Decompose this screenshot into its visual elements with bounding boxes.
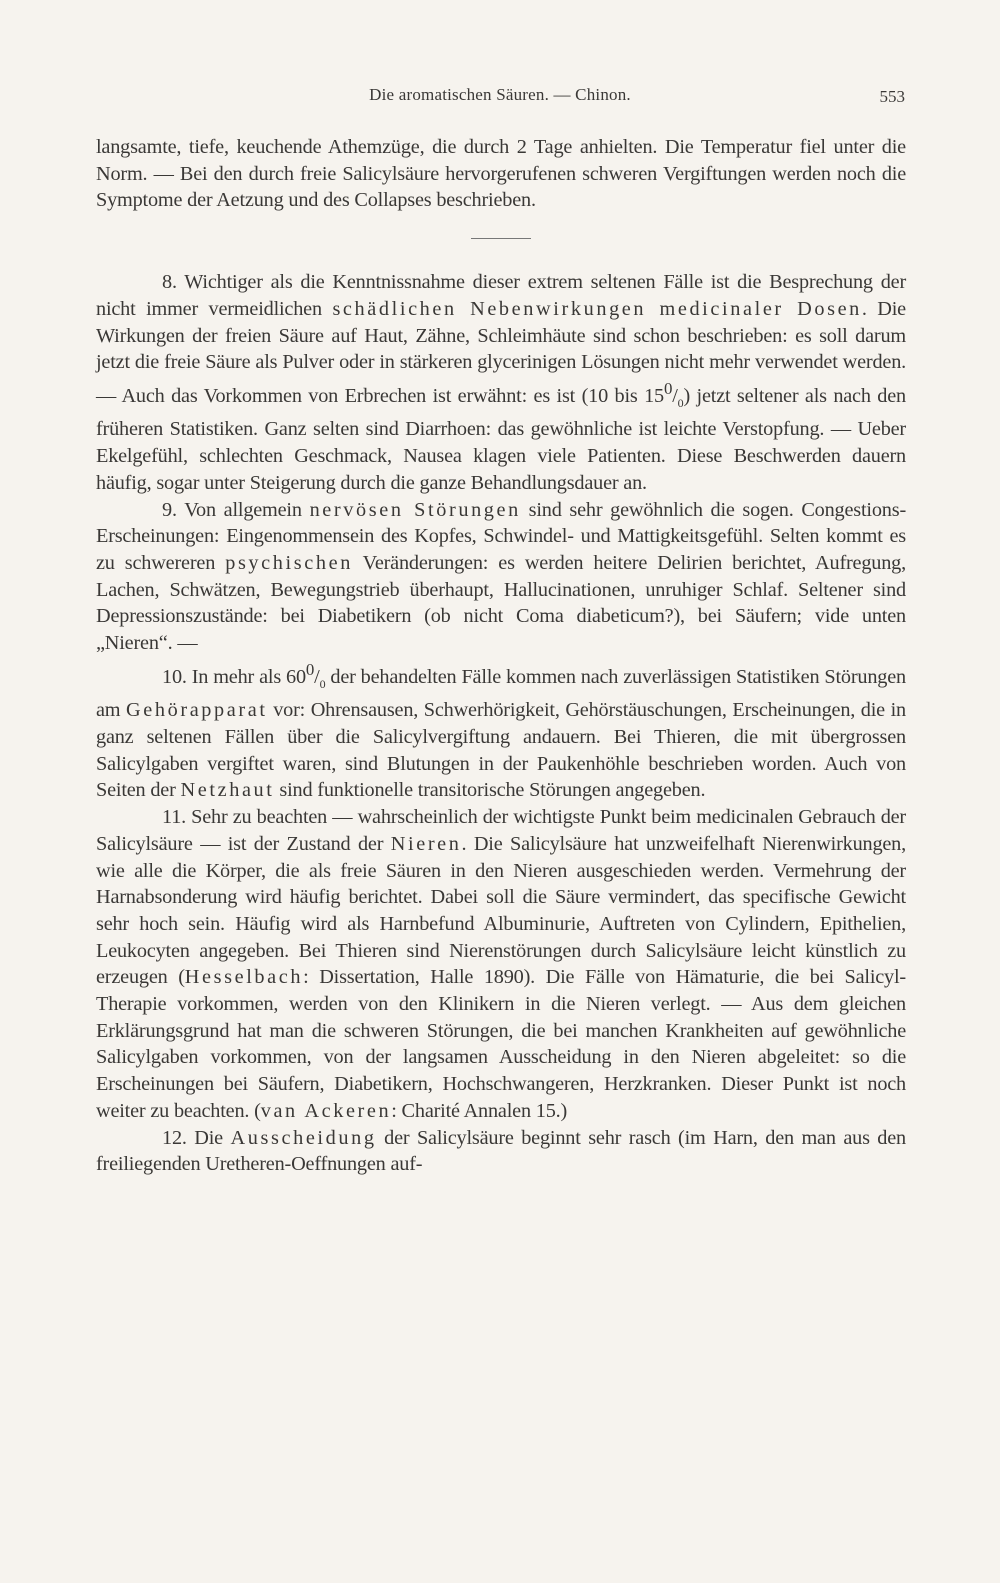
emphasis-text: van Ackeren <box>260 1099 392 1122</box>
percent-slash: / <box>672 384 678 407</box>
paragraph-9 <box>96 497 906 657</box>
emphasis-text: Ausscheidung <box>230 1126 377 1149</box>
text-run: langsamte, tiefe, keuchende Athemzüge, die durch 2 Tage anhielten. Die Temperatur fiel unter die Norm. — Bei den durch freie Salicylsäure hervorgerufenen schweren Vergiftungen werden noch die Symptome der Aetzung und des Collapses beschrieben. <box>96 136 906 212</box>
text-run: der Salicylsäure beginnt sehr rasch (im Harn, den man aus den freiliegenden Uretheren-Oeffnungen auf- <box>96 1126 906 1176</box>
percent-sup: 0 <box>305 659 315 679</box>
emphasis-text: Gehörapparat <box>126 699 268 722</box>
text-run: 10. In mehr als 60 <box>162 665 306 688</box>
text-run: ) jetzt seltener als nach den früheren Statistiken. Ganz selten sind Diarrhoen: das gewöhnliche ist leichte Verstopfung. — Ueber Ekelgefühl, schlechten Geschmack, Nausea klagen viele Patienten. Diese Beschwerden dauern häufig, sogar unter Steigerung durch die ganze Behandlungsdauer an. <box>96 384 906 494</box>
text-run: 8. Wichtiger als die Kenntnissnahme dieser extrem seltenen Fälle ist die Besprechung der nicht immer vermeidlichen <box>96 271 906 320</box>
section-separator <box>471 238 531 239</box>
page-body <box>96 134 906 1178</box>
running-header <box>95 85 905 115</box>
text-run: 12. Die <box>162 1126 231 1149</box>
text-run: 11. Sehr zu beachten — wahrscheinlich der wichtigste Punkt beim medicinalen Gebrauch der Salicylsäure — ist der Zustand der <box>96 806 906 855</box>
paragraph-10 <box>96 657 906 804</box>
text-run: . Die Salicylsäure hat unzweifelhaft Nierenwirkungen, wie alle die Körper, die als freie Säuren in den Nieren ausgeschieden werden. Vermehrung der Harnabsonderung wird häufig berichtet. Dabei soll die Säure vermindert, das specifische Gewicht sehr hoch sein. Häufig wird als Harnbefund Albuminurie, Auftreten von Cylindern, Epithelien, Leukocyten angegeben. Bei Thieren sind Nierenstörungen durch Salicylsäure leicht künstlich zu erzeugen ( <box>96 832 906 989</box>
emphasis-text: nervösen Störungen <box>309 498 521 521</box>
percent-sub: 0 <box>319 676 326 691</box>
emphasis-text: Nieren <box>390 832 462 855</box>
text-run: sind funktionelle transitorische Störungen angegeben. <box>274 779 706 802</box>
text-run: . Die Wirkungen der freien Säure auf Haut, Zähne, Schleimhäute sind schon beschrieben: es soll darum jetzt die freie Säure als Pulver oder in stärkeren glycerinigen Lösungen nicht mehr verwendet werden. — Auch das Vorkommen von Erbrechen ist erwähnt: es ist (10 bis 15 <box>96 297 906 407</box>
text-run: Veränderungen: es werden heitere Delirien berichtet, Aufregung, Lachen, Schwätzen, Bewegungstrieb überhaupt, Hallucinationen, unruhiger Schlaf. Seltener sind Depressionszustände: bei Diabetikern (ob nicht Coma diabeticum?), bei Säufern; vide unten „Nieren“. — <box>96 551 906 655</box>
emphasis-text: Netzhaut <box>180 779 275 802</box>
percent-sub: 0 <box>677 395 684 410</box>
text-run: 9. Von allgemein <box>162 498 310 521</box>
header-title: Die aromatischen Säuren. — Chinon. <box>369 85 631 104</box>
text-run: vor: Ohrensausen, Schwerhörigkeit, Gehörstäuschungen, Erscheinungen, die in ganz seltenen Fällen über die Salicylvergiftung andauern. Bei Thieren, die mit übergrossen Salicylgaben vergiftet waren, sind Blutungen in der Paukenhöhle beschrieben worden. Auch von Seiten der <box>96 699 906 802</box>
percent-slash: / <box>314 665 320 688</box>
emphasis-text: schädlichen Nebenwirkungen medicinaler Dosen <box>332 297 862 320</box>
text-run: sind sehr gewöhnlich die sogen. Congestions-Erscheinungen: Eingenommensein des Kopfes, Schwindel- und Mattigkeitsgefühl. Selten kommt es zu schwereren <box>96 498 906 574</box>
text-run: : Dissertation, Halle 1890). Die Fälle von Hämaturie, die bei Salicyl-Therapie vorkommen, werden von den Klinikern in die Nieren verlegt. — Aus dem gleichen Erklärungsgrund hat man die schweren Störungen, die bei manchen Krankheiten auf gewöhnliche Salicylgaben vorkommen, von der langsamen Ausscheidung in den Nieren abgeleitet: so die Erscheinungen bei Säufern, Diabetikern, Hochschwangeren, Herzkranken. Dieser Punkt ist noch weiter zu beachten. ( <box>96 966 906 1122</box>
text-run: : Charité Annalen 15.) <box>391 1099 568 1122</box>
emphasis-text: Hesselbach <box>184 966 304 989</box>
paragraph-12 <box>96 1125 906 1178</box>
paragraph-7-end <box>96 134 906 214</box>
paragraph-8 <box>96 269 906 496</box>
paragraph-11 <box>96 804 906 1124</box>
emphasis-text: psychischen <box>225 551 353 574</box>
text-run: der behandelten Fälle kommen nach zuverlässigen Statistiken Störungen am <box>96 665 906 722</box>
percent-sup: 0 <box>663 378 673 398</box>
page-number: 553 <box>879 87 905 106</box>
